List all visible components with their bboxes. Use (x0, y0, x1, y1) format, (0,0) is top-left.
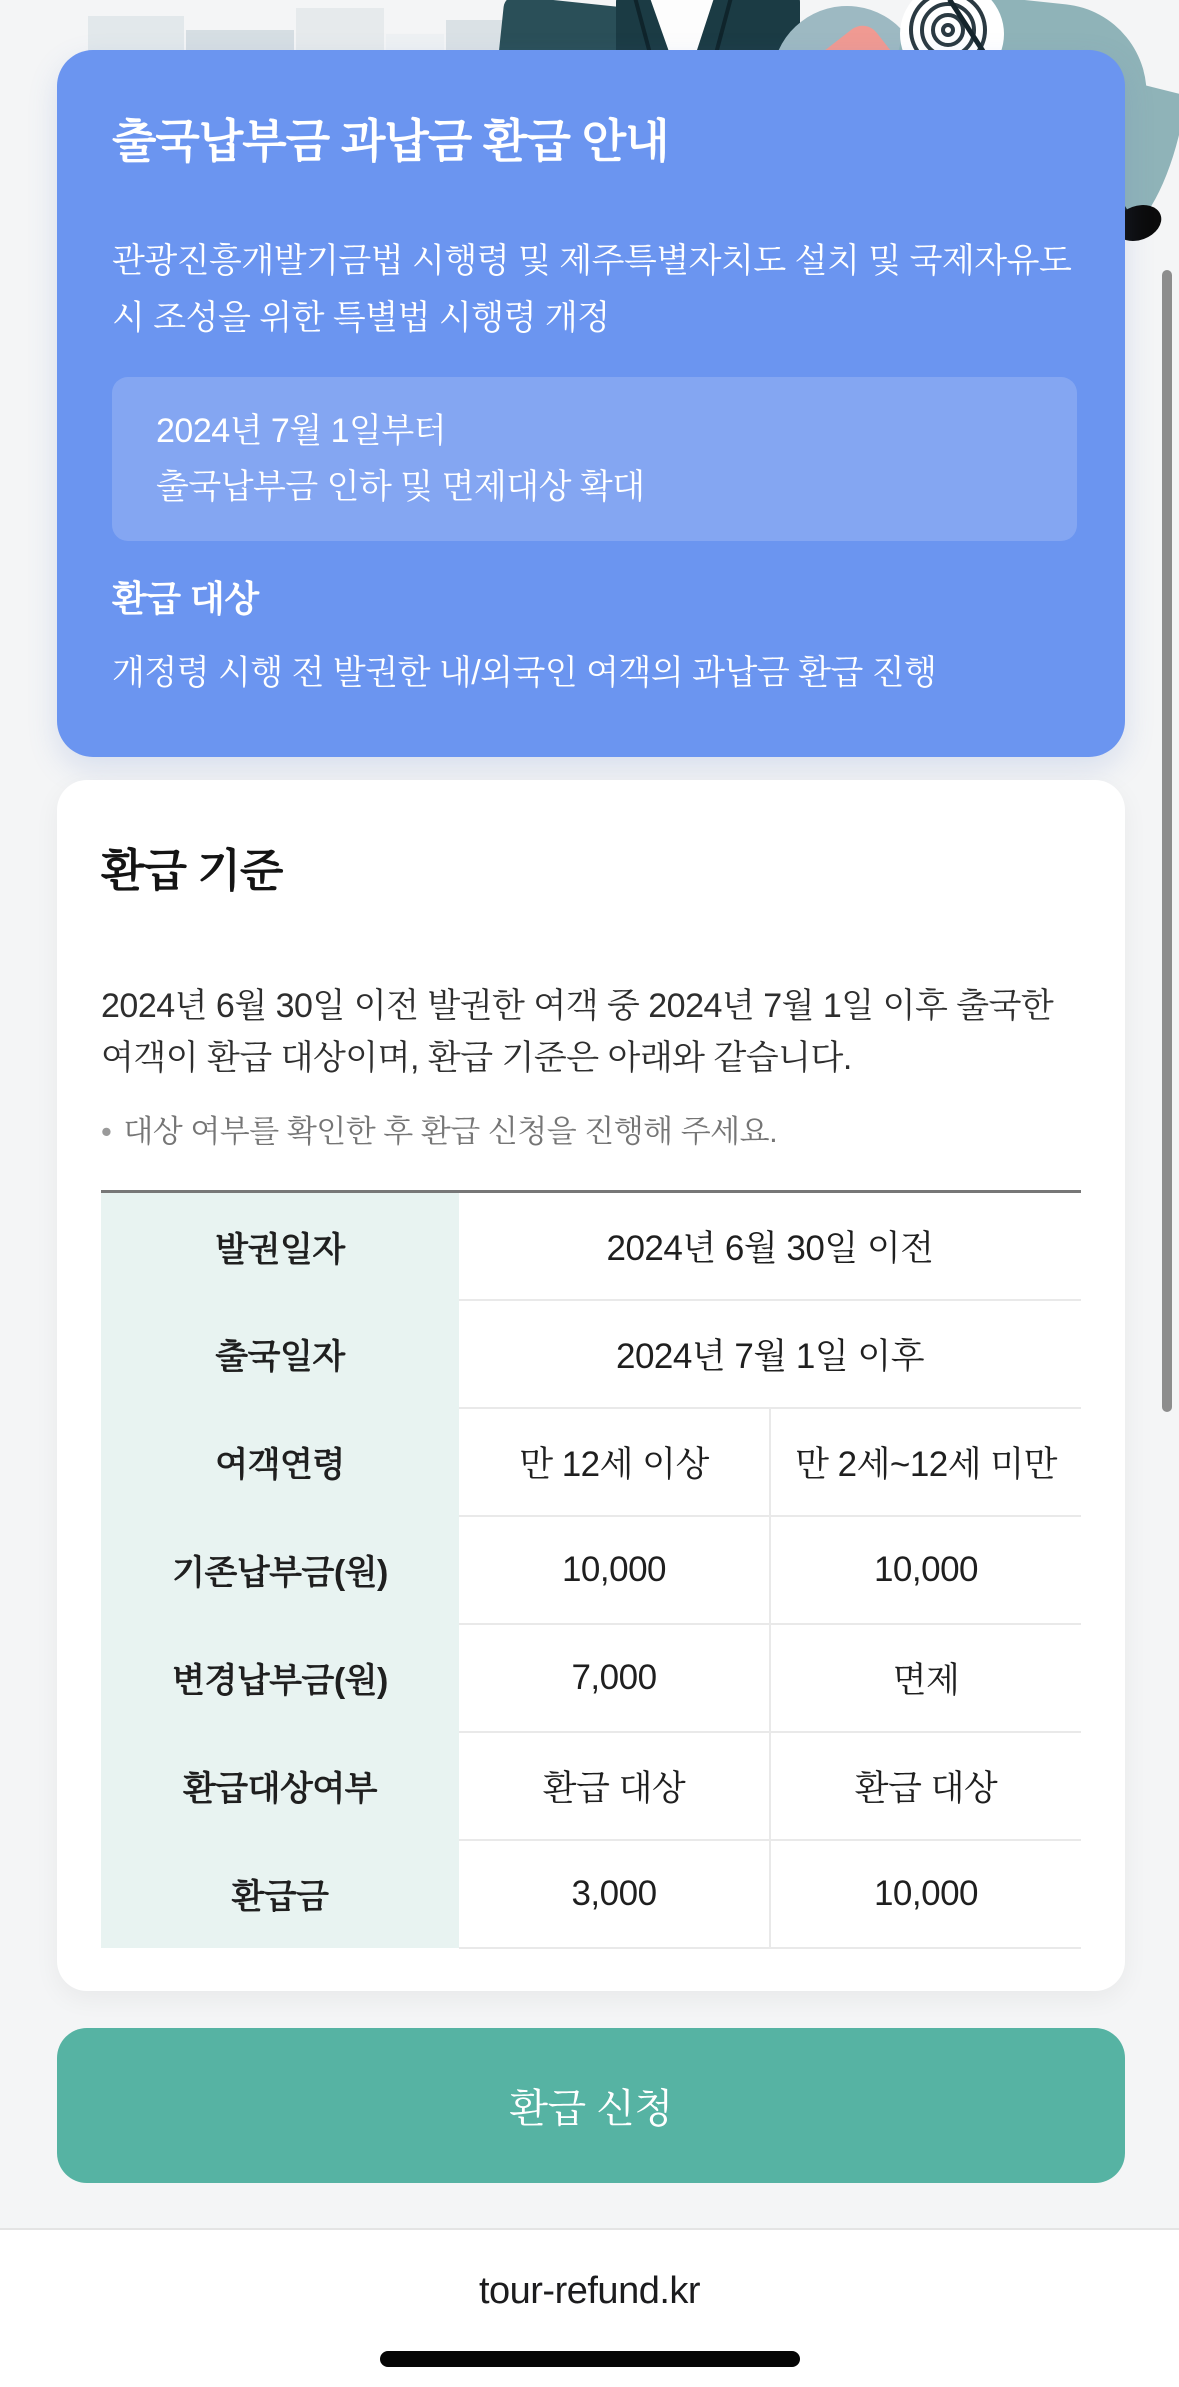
row-header: 환급대상여부 (101, 1732, 459, 1840)
page-title: 출국납부금 과납금 환급 안내 (112, 115, 669, 167)
spiral-ring (941, 23, 955, 37)
bullet-dot: • (101, 1114, 112, 1149)
criteria-note (101, 1110, 1081, 1154)
row-value-child: 만 2세~12세 미만 (770, 1408, 1081, 1516)
hero-card (57, 50, 1125, 757)
row-header: 변경납부금(원) (101, 1624, 459, 1732)
change-summary-line: 출국납부금 인하 및 면제대상 확대 (156, 468, 645, 506)
table-row (101, 1300, 1081, 1408)
row-header: 여객연령 (101, 1408, 459, 1516)
row-value-adult: 환급 대상 (459, 1732, 770, 1840)
table-row (101, 1408, 1081, 1516)
refund-criteria-card (57, 780, 1125, 1991)
row-header: 발권일자 (101, 1192, 459, 1300)
address-bar-domain[interactable]: tour-refund.kr (478, 2270, 701, 2312)
row-value-adult: 만 12세 이상 (459, 1408, 770, 1516)
effective-date-line: 2024년 7월 1일부터 (156, 412, 447, 450)
refund-target-text: 개정령 시행 전 발권한 내/외국인 여객의 과납금 환급 진행 (112, 654, 937, 692)
criteria-description: 2024년 6월 30일 이전 발권한 여객 중 2024년 7월 1일 이후 출국한 여객이 환급 대상이며, 환급 기준은 아래와 같습니다. (101, 987, 1054, 1077)
row-header: 기존납부금(원) (101, 1516, 459, 1624)
browser-bottom-bar (0, 2228, 1179, 2387)
row-value: 2024년 6월 30일 이전 (459, 1192, 1081, 1300)
row-value-child: 10,000 (770, 1516, 1081, 1624)
criteria-title: 환급 기준 (101, 845, 283, 896)
row-value-child: 10,000 (770, 1840, 1081, 1948)
effective-date-highlight-box (112, 377, 1077, 541)
refund-apply-button[interactable]: 환급 신청 (57, 2028, 1125, 2183)
row-header: 출국일자 (101, 1300, 459, 1408)
row-header: 환급금 (101, 1840, 459, 1948)
table-row (101, 1840, 1081, 1948)
row-value-adult: 3,000 (459, 1840, 770, 1948)
hero-description: 관광진흥개발기금법 시행령 및 제주특별자치도 설치 및 국제자유도시 조성을 위한 특별법 시행령 개정 (112, 242, 1072, 337)
table-row (101, 1732, 1081, 1840)
row-value-child: 면제 (770, 1624, 1081, 1732)
table-row (101, 1516, 1081, 1624)
row-value: 2024년 7월 1일 이후 (459, 1300, 1081, 1408)
refund-target-label: 환급 대상 (112, 578, 259, 619)
table-row (101, 1192, 1081, 1300)
home-indicator[interactable] (380, 2351, 800, 2367)
criteria-note-text: 대상 여부를 확인한 후 환급 신청을 진행해 주세요. (123, 1114, 778, 1149)
row-value-adult: 7,000 (459, 1624, 770, 1732)
table-row (101, 1624, 1081, 1732)
scrollbar-thumb[interactable] (1162, 270, 1172, 1412)
row-value-adult: 10,000 (459, 1516, 770, 1624)
refund-criteria-table (101, 1190, 1081, 1949)
row-value-child: 환급 대상 (770, 1732, 1081, 1840)
